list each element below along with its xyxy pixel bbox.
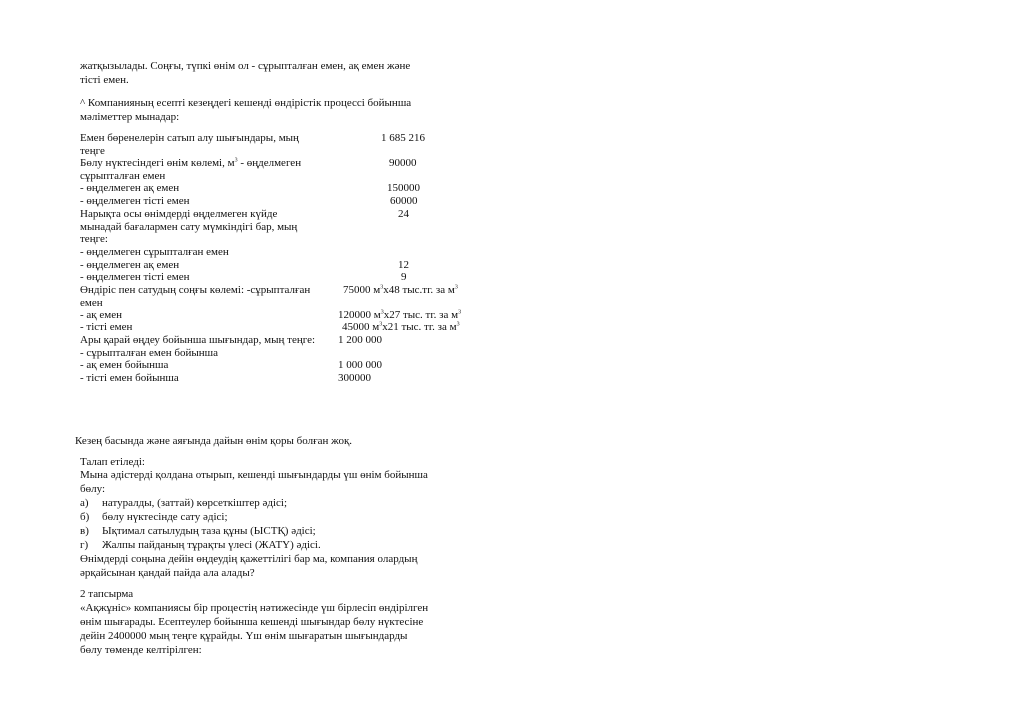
requirement-line: Мына әдістерді қолдана отырып, кешенді шығындарды үш өнім бойынша [80, 469, 428, 481]
task2-line: бөлу төменде келтірілген: [80, 644, 202, 656]
row-final-volume-value [343, 284, 458, 297]
row-white-oak-price-value: 12 [398, 259, 409, 271]
row-volume-value: 90000 [389, 157, 417, 169]
row-market-price-label [80, 208, 325, 246]
superscript: 3 [380, 309, 384, 316]
task2-line: өнім шығарады. Есептеулер бойынша кешенді шығындар бөлу нүктесіне [80, 616, 424, 628]
list-text: Жалпы пайданың тұрақты үлесі (ЖАТҮ) әдісі. [102, 539, 321, 551]
row-further-processing-label: Ары қарай өңдеу бойынша шығындар, мың теңге: [80, 334, 316, 346]
row-white-oak-final-label: - ақ емен [80, 309, 123, 321]
row-purchase-cost-label [80, 132, 325, 157]
label-line: мынадай бағалармен сату мүмкіндігі бар, мың [80, 220, 298, 233]
row-tooth-oak-processing-value: 300000 [338, 372, 371, 384]
label-text: - өңделмеген [237, 157, 302, 169]
data-heading-line-1: ^ Компанияның есепті кезеңдегі кешенді өндірістік процессі бойынша [80, 97, 412, 109]
row-white-oak-processing-value: 1 000 000 [338, 359, 382, 371]
row-tooth-oak-final-label: - тісті емен [80, 321, 133, 333]
method-item-d [80, 538, 321, 552]
data-heading [80, 96, 463, 124]
superscript: 3 [454, 284, 458, 291]
value-text: 120000 м [338, 309, 381, 321]
intro-paragraph [80, 59, 463, 87]
row-tooth-oak-final-value [342, 321, 460, 334]
requirement-line: бөлу: [80, 483, 105, 495]
data-heading-line-2: мәліметтер мынадар: [80, 111, 180, 123]
list-marker: б) [80, 511, 90, 523]
row-tooth-oak-processing-label: - тісті емен бойынша [80, 372, 179, 384]
requirement-title: Талап етіледі: [80, 456, 145, 468]
list-marker: г) [80, 539, 89, 551]
row-white-oak-processing-label: - ақ емен бойынша [80, 359, 169, 371]
superscript: 3 [379, 321, 383, 328]
value-text: х48 тыс.тг. за м [383, 284, 455, 296]
superscript: 3 [380, 284, 384, 291]
value-text: 45000 м [342, 321, 380, 333]
intro-line-1: жатқызылады. Соңғы, түпкі өнім ол - сұрыпталған емен, ақ емен және [80, 60, 411, 72]
row-tooth-oak-price-label: - өңделмеген тісті емен [80, 271, 190, 283]
label-line: теңге [80, 144, 105, 157]
row-sorted-oak-price-label: - өңделмеген сұрыпталған емен [80, 246, 229, 258]
list-marker: в) [80, 525, 89, 537]
intro-line-2: тісті емен. [80, 74, 129, 86]
value-text: х21 тыс. тг. за м [382, 321, 457, 333]
row-market-price-value: 24 [398, 208, 409, 220]
value-text: х27 тыс. тг. за м [383, 309, 459, 321]
method-item-b [80, 510, 228, 524]
label-line: Емен бөренелерін сатып алу шығындары, мың [80, 132, 299, 144]
question-line: әрқайсынан қандай пайда ала алады? [80, 567, 255, 579]
label-line: Өндіріс пен сатудың соңғы көлемі: -сұрыпталған [80, 284, 311, 296]
superscript: 3 [458, 309, 462, 316]
question-line: Өнімдерді соңына дейін өңдеудің қажеттілігі бар ма, компания олардың [80, 553, 418, 565]
no-stock-note: Кезең басында және аяғында дайын өнім қоры болған жоқ. [75, 435, 353, 447]
question-paragraph [80, 552, 465, 580]
superscript: 3 [456, 321, 460, 328]
task2-line: «Ақжұніс» компаниясы бір процестің нәтижесінде үш бірлесіп өндірілген [80, 602, 429, 614]
label-line [80, 157, 325, 170]
row-tooth-oak-volume-label: - өңделмеген тісті емен [80, 195, 190, 207]
row-white-oak-price-label: - өңделмеген ақ емен [80, 259, 180, 271]
row-white-oak-volume-value: 150000 [387, 182, 420, 194]
row-sorted-oak-processing-label: - сұрыпталған емен бойынша [80, 347, 218, 359]
method-item-a [80, 496, 287, 510]
row-volume-label [80, 157, 325, 182]
label-text: Бөлу нүктесіндегі өнім көлемі, м [80, 157, 235, 169]
list-text: Ықтимал сатылудың таза құны (ЫСТҚ) әдісі; [102, 525, 316, 537]
label-line: сұрыпталған емен [80, 169, 166, 182]
method-item-c [80, 524, 316, 538]
label-line: Нарықта осы өнімдерді өңделмеген күйде [80, 208, 278, 220]
list-marker: а) [80, 497, 89, 509]
requirement-text [80, 468, 465, 496]
row-tooth-oak-volume-value: 60000 [390, 195, 418, 207]
row-tooth-oak-price-value: 9 [401, 271, 407, 283]
list-text: бөлу нүктесінде сату әдісі; [102, 511, 228, 523]
label-line: емен [80, 296, 103, 309]
task2-line: дейін 2400000 мың теңге құрайды. Үш өнім шығаратын шығындарды [80, 630, 408, 642]
row-purchase-cost-value: 1 685 216 [381, 132, 425, 144]
task2-paragraph [80, 601, 465, 657]
list-text: натуралды, (заттай) көрсеткіштер әдісі; [102, 497, 288, 509]
row-further-processing-value: 1 200 000 [338, 334, 382, 346]
row-final-volume-label [80, 284, 325, 309]
task2-title: 2 тапсырма [80, 588, 134, 600]
superscript: 3 [234, 157, 238, 164]
label-line: теңге: [80, 233, 108, 245]
row-white-oak-volume-label: - өңделмеген ақ емен [80, 182, 180, 194]
value-text: 75000 м [343, 284, 381, 296]
